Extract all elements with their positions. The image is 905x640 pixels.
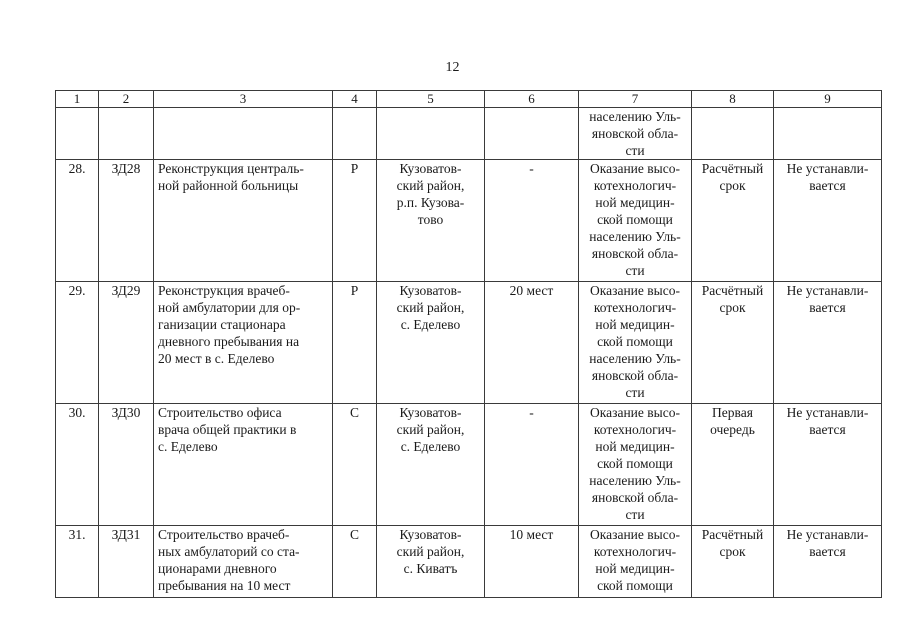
cell-num: 30. xyxy=(56,404,99,526)
cell-capacity: - xyxy=(485,160,579,282)
column-header: 8 xyxy=(692,91,774,108)
cell-name: Строительство врачеб- ных амбулаторий со ста- ционарами дневного пребывания на 10 мест xyxy=(154,526,333,598)
cell-num xyxy=(56,108,99,160)
cell-num: 28. xyxy=(56,160,99,282)
cell-location: Кузоватов- ский район, с. Еделево xyxy=(377,282,485,404)
column-header: 4 xyxy=(333,91,377,108)
cell-purpose: населению Уль- яновской обла- сти xyxy=(579,108,692,160)
cell-type: Р xyxy=(333,160,377,282)
cell-term: Расчётный срок xyxy=(692,526,774,598)
cell-name: Реконструкция централь- ной районной больницы xyxy=(154,160,333,282)
table-row xyxy=(56,160,882,282)
cell-name: Реконструкция врачеб- ной амбулатории для ор- ганизации стационара дневного пребывания на 20 мест в с. Еделево xyxy=(154,282,333,404)
cell-purpose: Оказание высо- котехнологич- ной медицин- ской помощи xyxy=(579,526,692,598)
column-header: 5 xyxy=(377,91,485,108)
cell-zone: Не устанавли- вается xyxy=(774,160,882,282)
cell-zone xyxy=(774,108,882,160)
cell-purpose: Оказание высо- котехнологич- ной медицин- ской помощи населению Уль- яновской обла- сти xyxy=(579,282,692,404)
cell-capacity xyxy=(485,108,579,160)
continuation-row xyxy=(56,108,882,160)
table-row xyxy=(56,282,882,404)
cell-name: Строительство офиса врача общей практики в с. Еделево xyxy=(154,404,333,526)
cell-term: Расчётный срок xyxy=(692,160,774,282)
cell-capacity: 20 мест xyxy=(485,282,579,404)
cell-name xyxy=(154,108,333,160)
cell-code: ЗД29 xyxy=(99,282,154,404)
cell-type: Р xyxy=(333,282,377,404)
cell-location: Кузоватов- ский район, р.п. Кузова- тово xyxy=(377,160,485,282)
cell-zone: Не устанавли- вается xyxy=(774,526,882,598)
column-header: 6 xyxy=(485,91,579,108)
cell-type: С xyxy=(333,526,377,598)
column-header: 7 xyxy=(579,91,692,108)
page-number: 12 xyxy=(445,60,460,75)
cell-location xyxy=(377,108,485,160)
cell-term: Первая очередь xyxy=(692,404,774,526)
cell-capacity: - xyxy=(485,404,579,526)
cell-purpose: Оказание высо- котехнологич- ной медицин- ской помощи населению Уль- яновской обла- сти xyxy=(579,160,692,282)
cell-code: ЗД31 xyxy=(99,526,154,598)
column-header: 3 xyxy=(154,91,333,108)
cell-type xyxy=(333,108,377,160)
cell-code: ЗД28 xyxy=(99,160,154,282)
column-header: 2 xyxy=(99,91,154,108)
cell-code: ЗД30 xyxy=(99,404,154,526)
cell-location: Кузоватов- ский район, с. Еделево xyxy=(377,404,485,526)
cell-location: Кузоватов- ский район, с. Киватъ xyxy=(377,526,485,598)
column-number-row xyxy=(56,91,882,108)
cell-term: Расчётный срок xyxy=(692,282,774,404)
table-row xyxy=(56,404,882,526)
column-header: 9 xyxy=(774,91,882,108)
cell-num: 29. xyxy=(56,282,99,404)
cell-term xyxy=(692,108,774,160)
cell-purpose: Оказание высо- котехнологич- ной медицин- ской помощи населению Уль- яновской обла- сти xyxy=(579,404,692,526)
facilities-table xyxy=(55,90,882,598)
table-row xyxy=(56,526,882,598)
cell-capacity: 10 мест xyxy=(485,526,579,598)
cell-num: 31. xyxy=(56,526,99,598)
cell-type: С xyxy=(333,404,377,526)
cell-code xyxy=(99,108,154,160)
cell-zone: Не устанавли- вается xyxy=(774,282,882,404)
cell-zone: Не устанавли- вается xyxy=(774,404,882,526)
column-header: 1 xyxy=(56,91,99,108)
